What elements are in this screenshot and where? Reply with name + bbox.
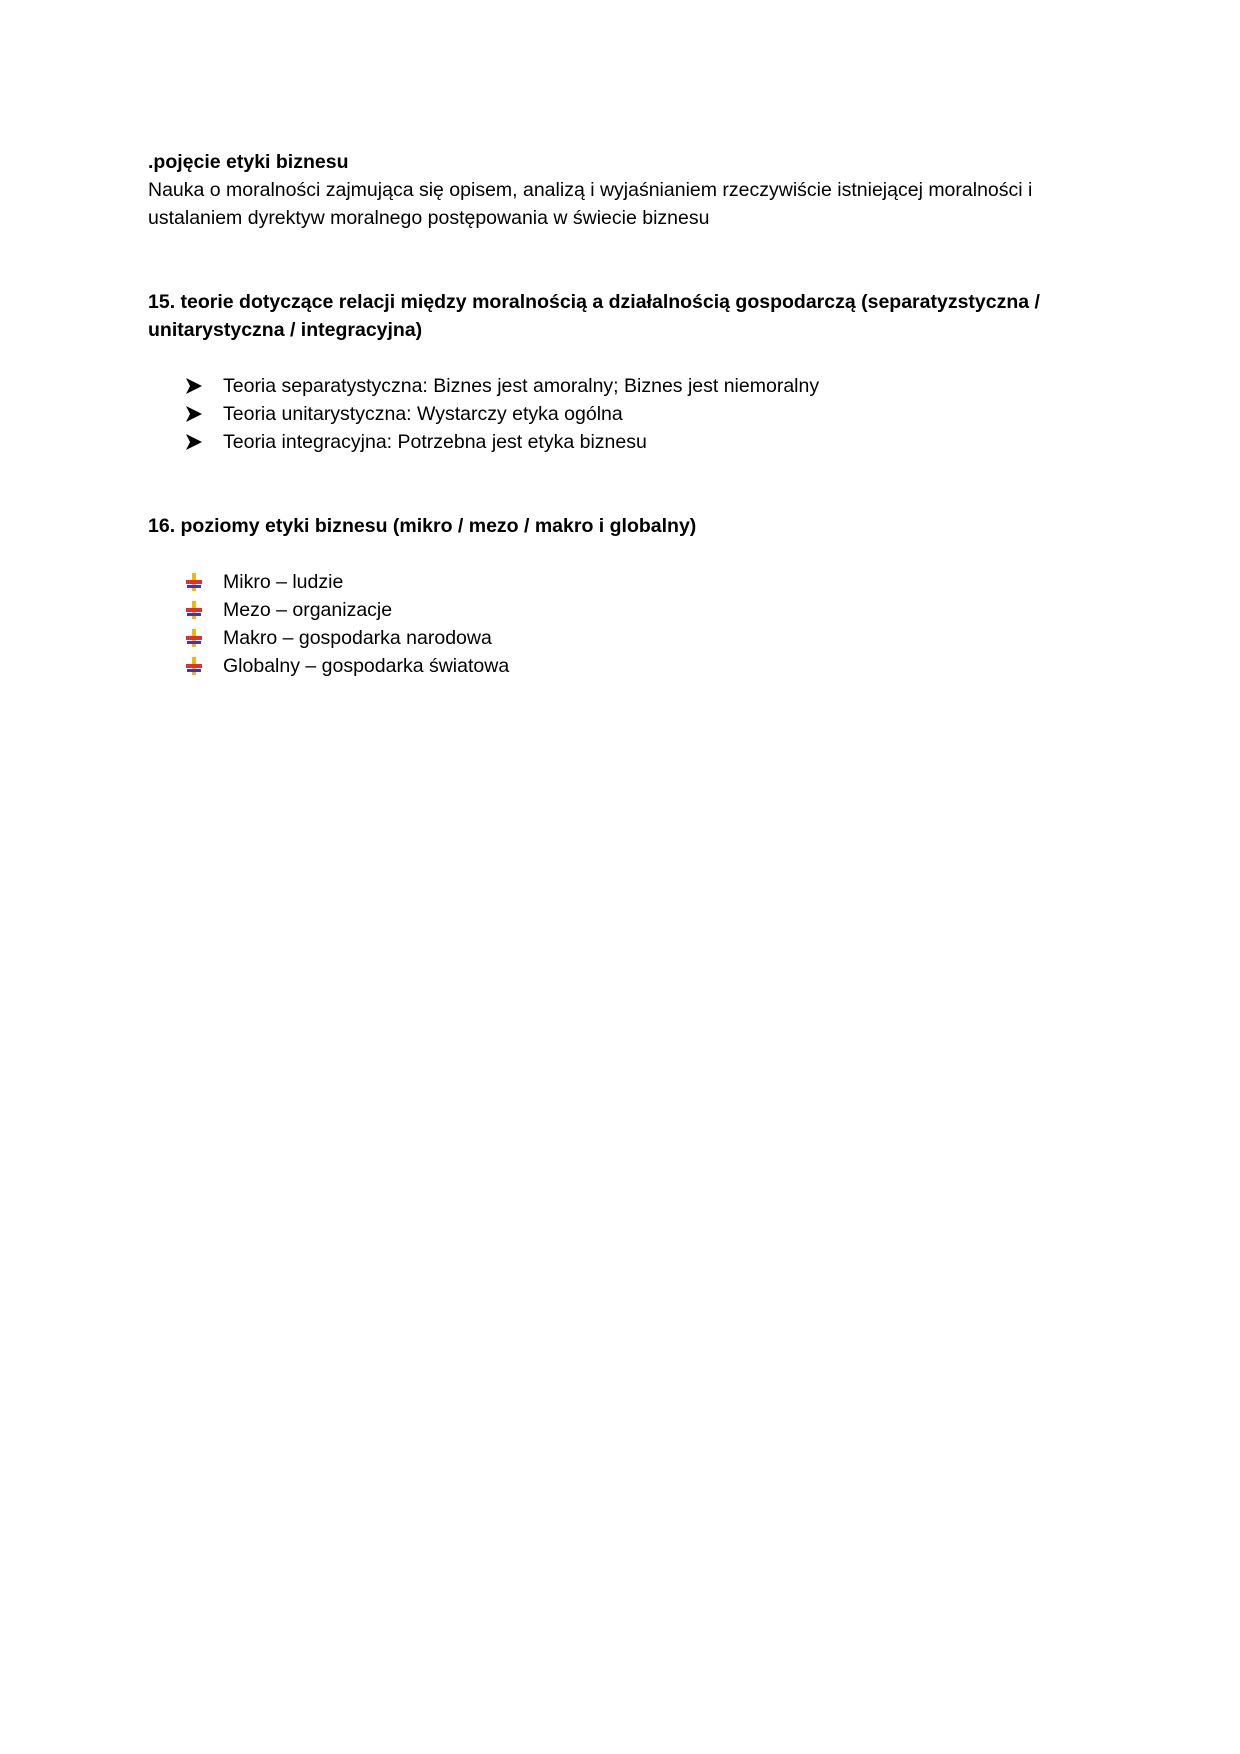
theory-item-label: Teoria separatystyczna: Biznes jest amoralny; Biznes jest niemoralny: [223, 375, 820, 397]
list-item: [148, 652, 1098, 680]
list-item: [148, 624, 1098, 652]
level-item-label: Mezo – organizacje: [223, 599, 393, 621]
colored-cross-bullet-icon: [184, 657, 204, 675]
list-item: [148, 596, 1098, 624]
list-item: [148, 372, 1098, 400]
list-item: [148, 428, 1098, 456]
section-15-heading-line-2: unitarystyczna / integracyjna): [148, 319, 423, 341]
arrowhead-bullet-icon: [184, 433, 204, 451]
document-page: [148, 148, 1098, 680]
definition-body-line-1: Nauka o moralności zajmująca się opisem, analizą i wyjaśnianiem rzeczywiście istniejącej moralności i: [148, 179, 1033, 201]
theory-item-label: Teoria unitarystyczna: Wystarczy etyka ogólna: [223, 403, 623, 425]
colored-cross-bullet-icon: [184, 573, 204, 591]
level-item-label: Globalny – gospodarka światowa: [223, 655, 510, 677]
levels-list: [148, 568, 1098, 680]
colored-cross-bullet-icon: [184, 629, 204, 647]
theory-item-label: Teoria integracyjna: Potrzebna jest etyka biznesu: [223, 431, 647, 453]
arrowhead-bullet-icon: [184, 405, 204, 423]
arrowhead-bullet-icon: [184, 377, 204, 395]
level-item-label: Mikro – ludzie: [223, 571, 344, 593]
colored-cross-bullet-icon: [184, 601, 204, 619]
theories-list: [148, 372, 1098, 456]
level-item-label: Makro – gospodarka narodowa: [223, 627, 492, 649]
list-item: [148, 400, 1098, 428]
definition-body-line-2: ustalaniem dyrektyw moralnego postępowania w świecie biznesu: [148, 207, 710, 229]
section-16-heading: 16. poziomy etyki biznesu (mikro / mezo / makro i globalny): [148, 515, 697, 537]
list-item: [148, 568, 1098, 596]
definition-heading: .pojęcie etyki biznesu: [148, 151, 349, 173]
section-15-heading-line-1: 15. teorie dotyczące relacji między moralnością a działalnością gospodarczą (separatyzstyczna /: [148, 291, 1040, 313]
